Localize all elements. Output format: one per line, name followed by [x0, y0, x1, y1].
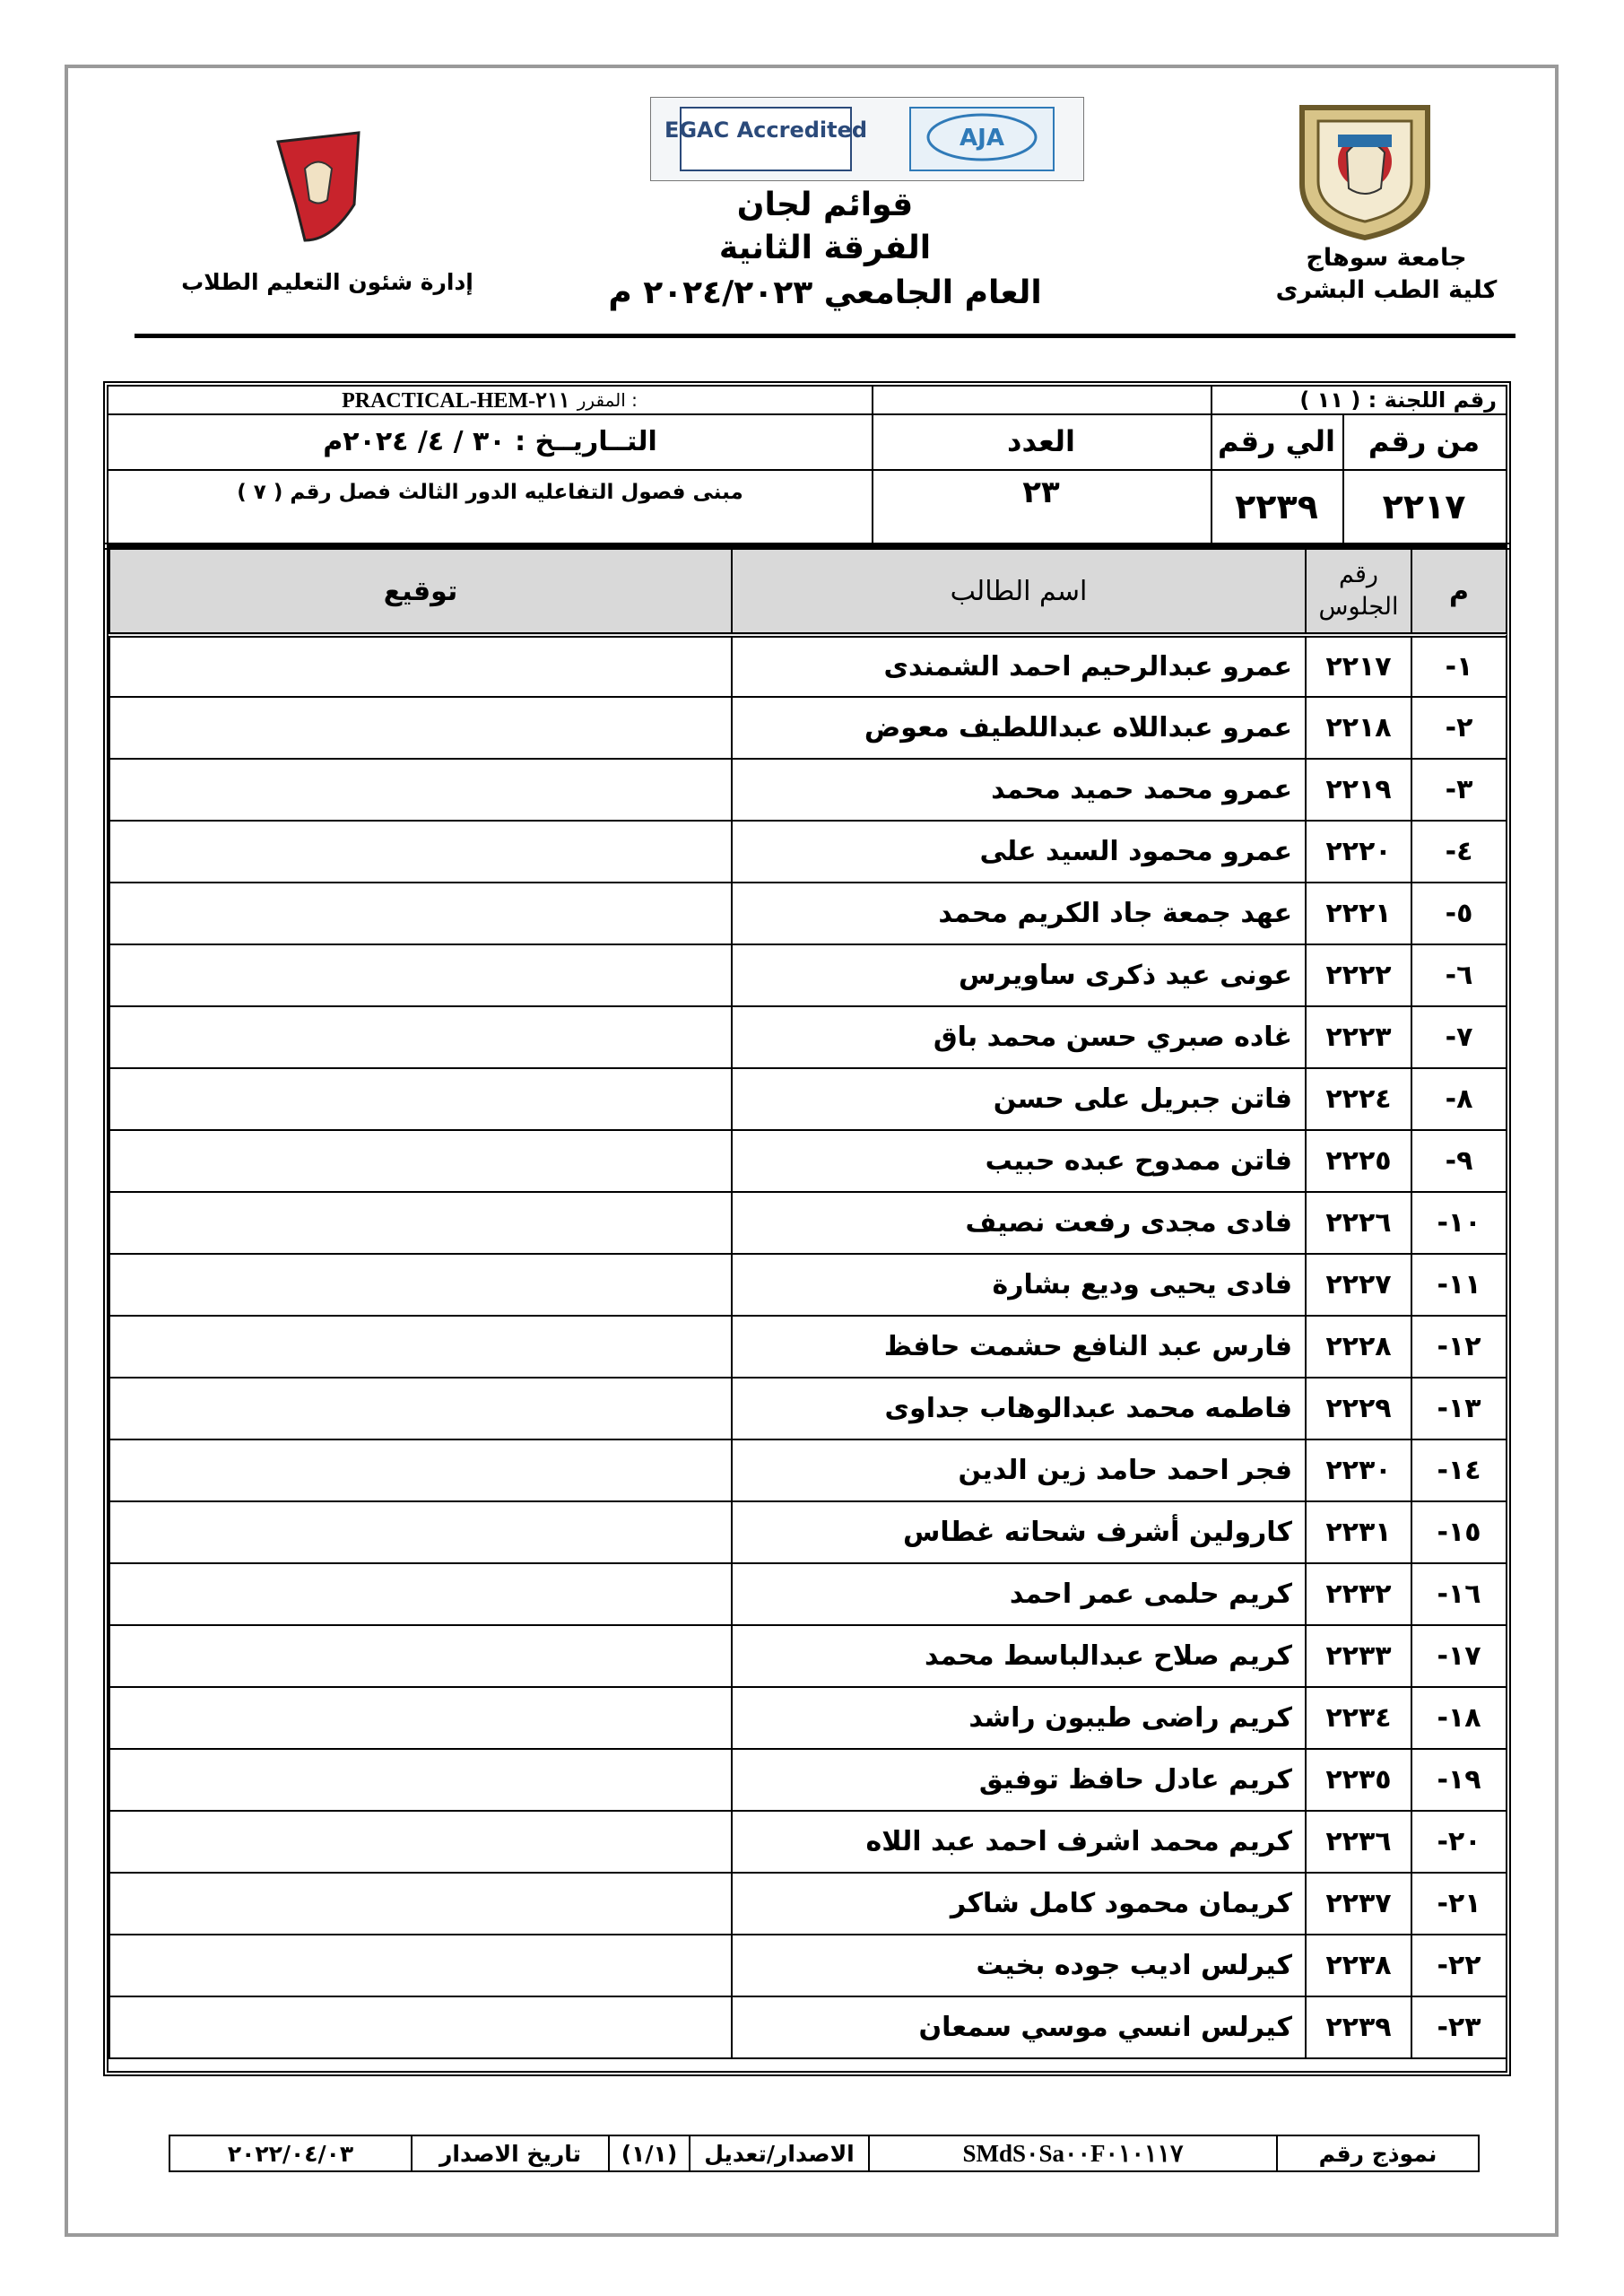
exam-date: التــاريــخ : ٣٠ / ٤/ ٢٠٢٤م [323, 425, 657, 457]
table-row [109, 1563, 1507, 1625]
to-label: الي رقم [1218, 424, 1335, 458]
header-index: م [1411, 549, 1507, 635]
row-student-name: كارولين أشرف شحاته غطاس [732, 1501, 1306, 1563]
row-seat-number: ٢٢٢٤ [1306, 1068, 1411, 1130]
row-seat-number: ٢٢٣٤ [1306, 1687, 1411, 1749]
row-student-name: فادى مجدى رفعت نصيف [732, 1192, 1306, 1254]
row-index: ١٤- [1411, 1439, 1507, 1501]
row-index: ٦- [1411, 944, 1507, 1006]
row-signature-cell[interactable] [109, 1625, 732, 1687]
issue-date-label: تاريخ الاصدار [411, 2136, 608, 2170]
table-row [109, 1378, 1507, 1439]
university-name: جامعة سوهاج [1306, 244, 1467, 272]
certification-logos [650, 97, 1084, 181]
row-index: ٢٠- [1411, 1811, 1507, 1873]
row-seat-number: ٢٢٢٢ [1306, 944, 1411, 1006]
committee-number: رقم اللجنة : ( ١١ ) [1299, 387, 1497, 413]
row-student-name: كيرلس اديب جوده بخيت [732, 1935, 1306, 1996]
row-signature-cell[interactable] [109, 1130, 732, 1192]
issue-date-value: ٢٠٢٢/٠٤/٠٣ [227, 2140, 354, 2167]
row-index: ١- [1411, 635, 1507, 697]
table-row [109, 759, 1507, 821]
students-table-frame [103, 543, 1511, 2076]
row-student-name: فارس عبد النافع حشمت حافظ [732, 1316, 1306, 1378]
row-student-name: غاده صبري حسن محمد باق [732, 1006, 1306, 1068]
row-index: ٢- [1411, 697, 1507, 759]
row-student-name: كيرلس انسي موسي سمعان [732, 1996, 1306, 2058]
header-divider [135, 334, 1515, 338]
table-row [109, 1192, 1507, 1254]
row-seat-number: ٢٢٢٣ [1306, 1006, 1411, 1068]
table-row [109, 1873, 1507, 1935]
exam-location: مبنى فصول التفاعليه الدور الثالث فصل رقم ( ٧ ) [237, 481, 743, 504]
committee-info-table [103, 381, 1511, 550]
row-signature-cell[interactable] [109, 1811, 732, 1873]
row-student-name: فاطمه محمد عبدالوهاب جداوى [732, 1378, 1306, 1439]
course-label: المقرر : [577, 389, 638, 411]
table-row [109, 1996, 1507, 2058]
row-index: ١٧- [1411, 1625, 1507, 1687]
row-index: ٢١- [1411, 1873, 1507, 1935]
academic-year: العام الجامعي ٢٠٢٤/٢٠٢٣ م [608, 274, 1042, 311]
table-row [109, 1687, 1507, 1749]
table-row [109, 1439, 1507, 1501]
table-row [109, 1811, 1507, 1873]
row-signature-cell[interactable] [109, 697, 732, 759]
row-student-name: فاتن جبريل على حسن [732, 1068, 1306, 1130]
row-index: ٩- [1411, 1130, 1507, 1192]
table-header-row [109, 549, 1507, 635]
row-seat-number: ٢٢٣٧ [1306, 1873, 1411, 1935]
row-seat-number: ٢٢٢٥ [1306, 1130, 1411, 1192]
row-index: ٧- [1411, 1006, 1507, 1068]
row-signature-cell[interactable] [109, 1316, 732, 1378]
faculty-name: كلية الطب البشرى [1275, 276, 1498, 304]
university-seal-icon [1284, 99, 1446, 242]
row-signature-cell[interactable] [109, 1006, 732, 1068]
row-index: ٨- [1411, 1068, 1507, 1130]
row-student-name: كريم عادل حافظ توفيق [732, 1749, 1306, 1811]
table-row [109, 1254, 1507, 1316]
row-seat-number: ٢٢٣٠ [1306, 1439, 1411, 1501]
table-row [109, 1316, 1507, 1378]
row-seat-number: ٢٢٣٦ [1306, 1811, 1411, 1873]
row-index: ٢٣- [1411, 1996, 1507, 2058]
row-seat-number: ٢٢١٩ [1306, 759, 1411, 821]
row-student-name: عمرو عبداللاه عبداللطيف معوض [732, 697, 1306, 759]
row-student-name: عمرو محمود السيد على [732, 821, 1306, 883]
table-row [109, 1130, 1507, 1192]
row-seat-number: ٢٢٣٣ [1306, 1625, 1411, 1687]
row-student-name: كريم راضى طيبون راشد [732, 1687, 1306, 1749]
row-student-name: عهد جمعة جاد الكريم محمد [732, 883, 1306, 944]
count-value: ٢٣ [1022, 474, 1060, 510]
row-seat-number: ٢٢٣٩ [1306, 1996, 1411, 2058]
table-row [109, 944, 1507, 1006]
row-index: ١٣- [1411, 1378, 1507, 1439]
row-signature-cell[interactable] [109, 1439, 732, 1501]
row-signature-cell[interactable] [109, 944, 732, 1006]
row-student-name: فادى يحيى وديع بشارة [732, 1254, 1306, 1316]
row-signature-cell[interactable] [109, 635, 732, 697]
table-row [109, 1006, 1507, 1068]
row-seat-number: ٢٢٢٨ [1306, 1316, 1411, 1378]
row-signature-cell[interactable] [109, 821, 732, 883]
row-index: ١٥- [1411, 1501, 1507, 1563]
table-row [109, 883, 1507, 944]
row-signature-cell[interactable] [109, 1501, 732, 1563]
row-index: ١٩- [1411, 1749, 1507, 1811]
row-index: ٢٢- [1411, 1935, 1507, 1996]
row-signature-cell[interactable] [109, 1687, 732, 1749]
from-number: ٢٢١٧ [1382, 487, 1466, 526]
row-student-name: كريم حلمى عمر احمد [732, 1563, 1306, 1625]
row-seat-number: ٢٢٢٦ [1306, 1192, 1411, 1254]
row-student-name: عمرو محمد حميد محمد [732, 759, 1306, 821]
row-signature-cell[interactable] [109, 1378, 732, 1439]
table-row [109, 1935, 1507, 1996]
row-seat-number: ٢٢١٧ [1306, 635, 1411, 697]
row-index: ١٢- [1411, 1316, 1507, 1378]
course-field [117, 387, 862, 413]
row-signature-cell[interactable] [109, 1935, 732, 1996]
row-index: ١٨- [1411, 1687, 1507, 1749]
count-label: العدد [1007, 424, 1075, 458]
row-index: ٣- [1411, 759, 1507, 821]
row-index: ٤- [1411, 821, 1507, 883]
row-index: ١١- [1411, 1254, 1507, 1316]
course-value: PRACTICAL-HEM-٢١١ [342, 388, 570, 413]
year-level: الفرقة الثانية [718, 230, 932, 266]
students-table [109, 548, 1507, 2059]
table-row [109, 635, 1507, 697]
row-seat-number: ٢٢٢٧ [1306, 1254, 1411, 1316]
egac-text: EGAC Accredited [664, 117, 868, 143]
row-student-name: كريمان محمود كامل شاكر [732, 1873, 1306, 1935]
row-seat-number: ٢٢٢١ [1306, 883, 1411, 944]
table-row [109, 821, 1507, 883]
row-seat-number: ٢٢٣١ [1306, 1501, 1411, 1563]
table-row [109, 1749, 1507, 1811]
table-row [109, 1625, 1507, 1687]
row-index: ٥- [1411, 883, 1507, 944]
form-number-label: نموذج رقم [1276, 2136, 1478, 2170]
row-signature-cell[interactable] [109, 1873, 732, 1935]
row-signature-cell[interactable] [109, 1563, 732, 1625]
row-signature-cell[interactable] [109, 883, 732, 944]
row-seat-number: ٢٢٣٥ [1306, 1749, 1411, 1811]
row-student-name: عونى عيد ذكرى ساويرس [732, 944, 1306, 1006]
row-signature-cell[interactable] [109, 1068, 732, 1130]
row-student-name: كريم محمد اشرف احمد عبد اللاه [732, 1811, 1306, 1873]
version-label: الاصدار/تعديل [689, 2136, 868, 2170]
form-number-value: SMdS٠Sa٠٠F٠١٠١١٧ [868, 2136, 1276, 2170]
row-seat-number: ٢٢٣٨ [1306, 1935, 1411, 1996]
row-signature-cell[interactable] [109, 1192, 732, 1254]
row-student-name: فجر احمد حامد زين الدين [732, 1439, 1306, 1501]
table-row [109, 1501, 1507, 1563]
table-row [109, 697, 1507, 759]
header-seat-number: رقم الجلوس [1306, 549, 1411, 635]
from-label: من رقم [1368, 424, 1481, 458]
aja-logo-icon [906, 103, 1058, 175]
department-name: إدارة شئون التعليم الطلاب [181, 269, 473, 295]
row-index: ١٠- [1411, 1192, 1507, 1254]
aja-text: AJA [960, 125, 1004, 152]
list-title: قوائم لجان [736, 187, 914, 223]
header-signature: توقيع [109, 549, 732, 635]
row-seat-number: ٢٢١٨ [1306, 697, 1411, 759]
egac-logo-icon [664, 103, 868, 175]
row-student-name: كريم صلاح عبدالباسط محمد [732, 1625, 1306, 1687]
form-footer [169, 2135, 1480, 2172]
version-value: (١/١) [608, 2136, 689, 2170]
row-seat-number: ٢٢٣٢ [1306, 1563, 1411, 1625]
row-signature-cell[interactable] [109, 759, 732, 821]
row-seat-number: ٢٢٢٩ [1306, 1378, 1411, 1439]
row-signature-cell[interactable] [109, 1996, 732, 2058]
table-row [109, 1068, 1507, 1130]
row-signature-cell[interactable] [109, 1254, 732, 1316]
row-index: ١٦- [1411, 1563, 1507, 1625]
row-signature-cell[interactable] [109, 1749, 732, 1811]
row-student-name: فاتن ممدوح عبده حبيب [732, 1130, 1306, 1192]
header-student-name: اسم الطالب [732, 549, 1306, 635]
faculty-logo-icon [152, 106, 413, 267]
to-number: ٢٢٣٩ [1235, 487, 1318, 526]
row-seat-number: ٢٢٢٠ [1306, 821, 1411, 883]
row-student-name: عمرو عبدالرحيم احمد الشمندى [732, 635, 1306, 697]
